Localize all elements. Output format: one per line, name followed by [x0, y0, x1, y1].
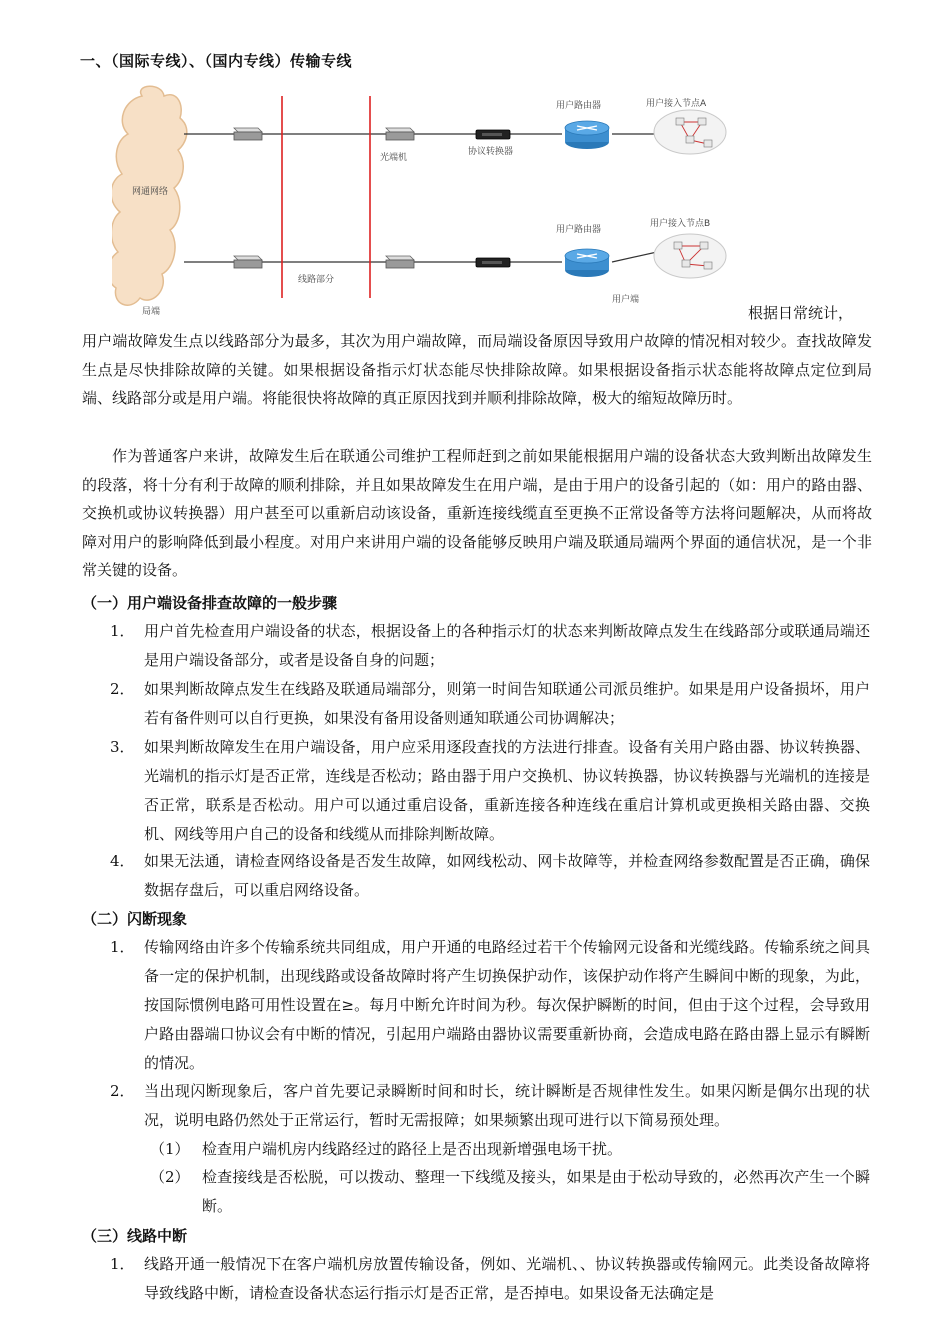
list-item: [110, 617, 870, 675]
node-b-label: 用户接入节点B: [650, 219, 711, 229]
list-item-text: 如果判断故障发生在用户端设备，用户应采用逐段查找的方法进行排查。设备有关用户路由器、协议转换器、光端机的指示灯是否正常，连线是否松动；路由器于用户交换机、协议转换器，协议转换器与光端机的连接是否正常，联系是否松动。用户可以通过重启设备，重新连接各种连线在重启计算机或更换相关路由器、交换机、网线等用户自己的设备和线缆从而排除判断故障。: [144, 738, 870, 843]
list-item-text: 传输网络由许多个传输系统共同组成，用户开通的电路经过若干个传输网元设备和光缆线路。传输系统之间具备一定的保护机制，出现线路或设备故障时将产生切换保护动作，该保护动作将产生瞬间中断的现象，为此，按国际惯例电路可用性设置在≥。每月中断允许时间为秒。每次保护瞬断的时间，但由于这个过程，会导致用户路由器端口协议会有中断的情况，引起用户端路由器协议需要重新协商，会造成电路在路由器上显示有瞬断的情况。: [144, 938, 870, 1072]
sub-list-item: [150, 1163, 870, 1221]
list-item: [110, 1250, 870, 1308]
cloud-label: 网通网络: [132, 187, 169, 197]
router-label-b: 用户路由器: [556, 225, 602, 235]
list-item-number: 2．: [110, 680, 135, 698]
list-item: [110, 675, 870, 733]
sub-list-item-text: 检查用户端机房内线路经过的路径上是否出现新增强电场干扰。: [202, 1140, 623, 1158]
list-item-text: 如果判断故障点发生在线路及联通局端部分，则第一时间告知联通公司派员维护。如果是用户设备损坏，用户若有备件则可以自行更换，如果没有备用设备则通知联通公司协调解决；: [144, 680, 870, 727]
stats-lead-text: 根据日常统计，: [748, 304, 854, 322]
list-item: [110, 733, 870, 849]
router-icon: [565, 249, 609, 277]
optical-terminal-icon: [234, 128, 262, 140]
network-topology-diagram: [112, 84, 752, 320]
optical-terminal-icon: [386, 256, 414, 268]
router-node-link-b: [612, 252, 657, 262]
central-office-label: 局端: [142, 307, 161, 317]
list-item-number: 4．: [110, 852, 135, 870]
list-item-number: 1．: [110, 622, 135, 640]
list-item-number: 1．: [110, 938, 135, 956]
optical-terminal-icon: [386, 128, 414, 140]
section-heading: 一、（国际专线）、（国内专线）传输专线: [80, 52, 353, 70]
list-item-text: 线路开通一般情况下在客户端机房放置传输设备，例如、光端机、、协议转换器或传输网元。此类设备故障将导致线路中断，请检查设备状态运行指示灯是否正常，是否掉电。如果设备无法确定是: [144, 1255, 870, 1302]
section-2-title: （二）闪断现象: [82, 910, 188, 928]
node-a-label: 用户接入节点A: [646, 99, 707, 109]
sub-list-item-number: （1）: [150, 1140, 190, 1158]
list-item: [110, 847, 870, 905]
router-label-a: 用户路由器: [556, 101, 602, 111]
section-1-title: （一）用户端设备排查故障的一般步骤: [82, 594, 338, 612]
line-section-label: 线路部分: [298, 275, 335, 285]
protocol-converter-icon: [476, 258, 510, 267]
list-item-text: 用户首先检查用户端设备的状态，根据设备上的各种指示灯的状态来判断故障点发生在线路部分或联通局端还是用户端设备部分，或者是设备自身的问题；: [144, 622, 870, 669]
list-item: [110, 933, 870, 1078]
paragraph-1: 用户端故障发生点以线路部分为最多，其次为用户端故障，而局端设备原因导致用户故障的情况相对较少。查找故障发生点是尽快排除故障的关键。如果根据设备指示灯状态能尽快排除故障。如果根据设备指示状态能将故障点定位到局端、线路部分或是用户端。将能很快将故障的真正原因找到并顺利排除故障，极大的缩短故障历时。: [82, 332, 872, 407]
protocol-converter-label: 协议转换器: [468, 147, 514, 157]
user-node-cloud-icon: [654, 234, 726, 278]
user-node-cloud-icon: [654, 110, 726, 154]
router-icon: [565, 121, 609, 149]
protocol-converter-icon: [476, 130, 510, 139]
user-side-label: 用户端: [612, 295, 640, 305]
list-item-text: 如果无法通，请检查网络设备是否发生故障，如网线松动、网卡故障等，并检查网络参数配置是否正确，确保数据存盘后，可以重启网络设备。: [144, 852, 870, 899]
list-item-number: 1．: [110, 1255, 135, 1273]
list-item-number: 2．: [110, 1082, 135, 1100]
paragraph-2: 作为普通客户来讲，故障发生后在联通公司维护工程师赶到之前如果能根据用户端的设备状态大致判断出故障发生的段落，将十分有利于故障的顺利排除，并且如果故障发生在用户端，是由于用户的设备引起的（如：用户的路由器、交换机或协议转换器）用户甚至可以重新启动该设备，重新连接线缆直至更换不正常设备等方法将问题解决，从而将故障对用户的影响降低到最小程度。对用户来讲用户端的设备能够反映用户端及联通局端两个界面的通信状况，是一个非常关键的设备。: [82, 447, 872, 579]
list-item-number: 3．: [110, 738, 135, 756]
list-item: [110, 1077, 870, 1135]
sub-list-item-text: 检查接线是否松脱，可以拨动、整理一下线缆及接头，如果是由于松动导致的，必然再次产生一个瞬断。: [202, 1168, 870, 1215]
optical-terminal-label: 光端机: [380, 153, 408, 163]
section-3-title: （三）线路中断: [82, 1227, 188, 1245]
sub-list-item-number: （2）: [150, 1168, 190, 1186]
optical-terminal-icon: [234, 256, 262, 268]
sub-list-item: [150, 1135, 870, 1164]
list-item-text: 当出现闪断现象后，客户首先要记录瞬断时间和时长，统计瞬断是否规律性发生。如果闪断是偶尔出现的状况，说明电路仍然处于正常运行，暂时无需报障；如果频繁出现可进行以下简易预处理。: [144, 1082, 870, 1129]
